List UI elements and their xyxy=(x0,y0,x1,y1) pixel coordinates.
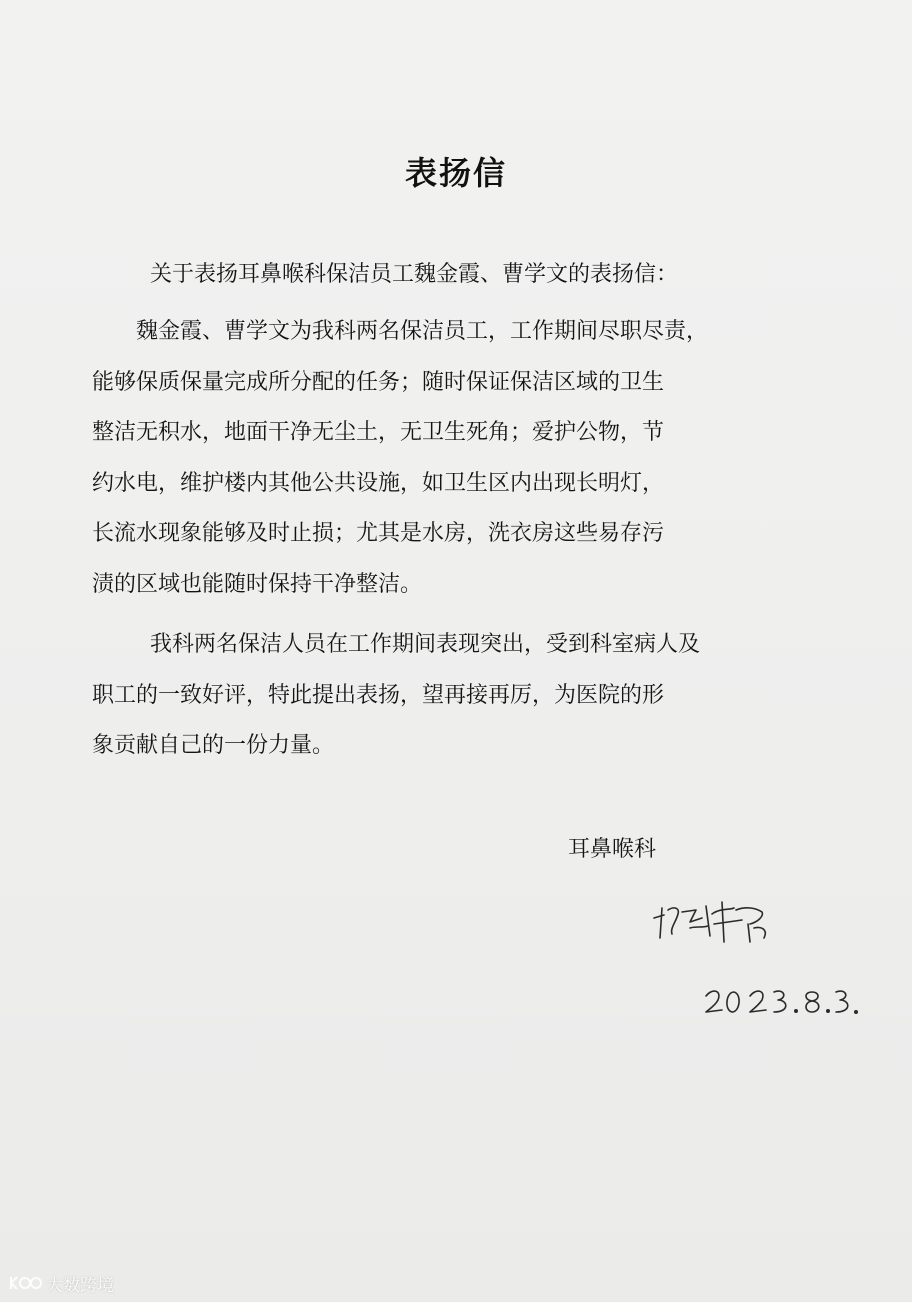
paragraph-1-line: 渍的区域也能随时保持干净整洁。 xyxy=(92,571,423,597)
paragraph-1-line: 魏金霞、曹学文为我科两名保洁员工，工作期间尽职尽责， xyxy=(136,319,709,344)
paragraph-2-line: 我科两名保洁人员在工作期间表现突出，受到科室病人及 xyxy=(150,632,701,657)
paragraph-2-line: 职工的一致好评，特此提出表扬，望再接再厉，为医院的形 xyxy=(92,682,665,708)
paragraph-1-line: 能够保质保量完成所分配的任务；随时保证保洁区域的卫生 xyxy=(92,369,665,395)
brand-logo-icon xyxy=(8,1273,42,1293)
paragraph-1-line: 长流水现象能够及时止损；尤其是水房，洗衣房这些易存污 xyxy=(92,521,665,546)
paragraph-2-line: 象贡献自己的一份力量。 xyxy=(92,733,335,758)
watermark xyxy=(8,1270,114,1296)
handwritten-signature xyxy=(650,888,790,948)
department-signoff: 耳鼻喉科 xyxy=(568,837,657,862)
watermark-text: 大数跨境 xyxy=(46,1275,114,1296)
letter-title: 表扬信 xyxy=(404,154,507,192)
letter-intro: 关于表扬耳鼻喉科保洁员工魏金霞、曹学文的表扬信： xyxy=(150,262,679,287)
paragraph-1-line: 约水电，维护楼内其他公共设施，如卫生区内出现长明灯， xyxy=(92,470,665,496)
paragraph-1 xyxy=(92,307,792,610)
handwritten-date xyxy=(700,980,860,1020)
paragraph-2 xyxy=(92,620,792,772)
paragraph-1-line: 整洁无积水，地面干净无尘土，无卫生死角；爱护公物，节 xyxy=(92,420,665,445)
